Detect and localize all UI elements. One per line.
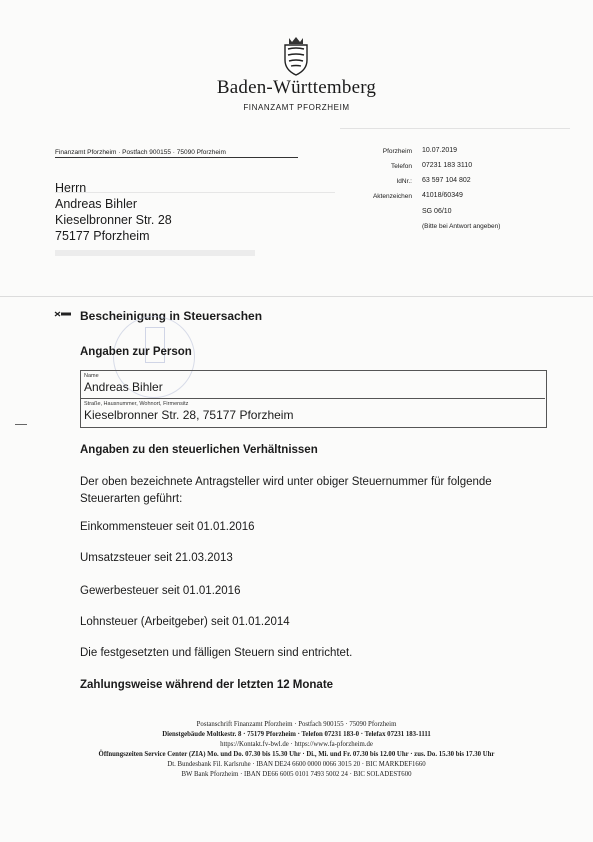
office-code: SG 06/10 (422, 208, 452, 215)
sender-line: Finanzamt Pforzheim · Postfach 900155 · 75090 Pforzheim (55, 149, 298, 158)
name-field-label: Name (84, 373, 99, 379)
bleed-through-line (340, 128, 570, 129)
tax-item-trade: Gewerbesteuer seit 01.01.2016 (80, 585, 241, 597)
office-name: FINANZAMT PFORZHEIM (243, 103, 350, 112)
name-field-value: Andreas Bihler (84, 380, 163, 394)
file-number: 41018/60349 (422, 192, 463, 199)
recipient-name: Andreas Bihler (55, 197, 137, 211)
section-heading-tax: Angaben zu den steuerlichen Verhältnissen (80, 444, 318, 456)
recipient-salutation: Herrn (55, 181, 87, 195)
margin-fold-mark (15, 424, 27, 425)
idnr-label: IdNr.: (396, 178, 412, 185)
bleed-through-line (55, 250, 255, 256)
recipient-street: Kieselbronner Str. 28 (55, 213, 172, 227)
tax-item-income: Einkommensteuer seit 01.01.2016 (80, 521, 255, 533)
tax-item-vat: Umsatzsteuer seit 21.03.2013 (80, 552, 233, 564)
section-heading-payment: Zahlungsweise während der letzten 12 Monate (80, 679, 334, 691)
section-heading-person: Angaben zur Person (80, 346, 192, 358)
footer-office-address-text: Dienstgebäude Moltkestr. 8 · 75179 Pforzheim · Telefon 07231 183-0 · Telefax 07231 183-1111 (162, 731, 431, 738)
document-title: Bescheinigung in Steuersachen (80, 309, 263, 323)
footer-bank-1: Dt. Bundesbank Fil. Karlsruhe · IBAN DE24 6600 0000 0066 3015 20 · BIC MARKDEF1660 (167, 761, 426, 768)
letter-date: 10.07.2019 (422, 147, 458, 154)
bleed-through-line (55, 192, 335, 193)
stamp-mark-icon (54, 311, 72, 317)
file-number-label: Aktenzeichen (372, 193, 412, 200)
address-field-label: Straße, Hausnummer, Wohnort, Firmensitz (84, 401, 189, 407)
intro-paragraph: Der oben bezeichnete Antragsteller wird unter obiger Steuernummer für folgende Steuerarten geführt: (80, 476, 492, 505)
footer-opening-hours (0, 750, 593, 760)
box-divider (80, 398, 545, 399)
phone-number: 07231 183 3110 (422, 162, 473, 169)
phone-label: Telefon (391, 163, 412, 170)
state-name: Baden-Württemberg (216, 77, 377, 98)
location-label: Pforzheim (382, 148, 412, 155)
footer-bank-2: BW Bank Pforzheim · IBAN DE66 6005 0101 7493 5002 24 · BIC SOLADEST600 (181, 771, 412, 778)
footer-web: https://Kontakt.fv-bwl.de · https://www.fa-pforzheim.de (220, 741, 373, 748)
tax-item-payroll: Lohnsteuer (Arbeitgeber) seit 01.01.2014 (80, 616, 290, 628)
coat-of-arms-icon (281, 36, 311, 76)
footer-postal-address: Postanschrift Finanzamt Pforzheim · Postfach 900155 · 75090 Pforzheim (196, 721, 397, 728)
address-field-value: Kieselbronner Str. 28, 75177 Pforzheim (84, 408, 294, 422)
paid-statement: Die festgesetzten und fälligen Steuern sind entrichtet. (80, 647, 353, 659)
footer-office-address (0, 730, 593, 740)
footer-opening-hours-text: Öffnungszeiten Service Center (ZIA) Mo. und Do. 07.30 bis 15.30 Uhr · Di., Mi. und Fr. 07.30 bis 12.00 Uhr · zus. Do. 15.30 bis 17.30 Uhr (98, 751, 495, 758)
idnr-value: 63 597 104 802 (422, 177, 471, 184)
fold-line (0, 296, 593, 297)
recipient-city: 75177 Pforzheim (55, 229, 150, 243)
reply-note: (Bitte bei Antwort angeben) (422, 223, 501, 230)
